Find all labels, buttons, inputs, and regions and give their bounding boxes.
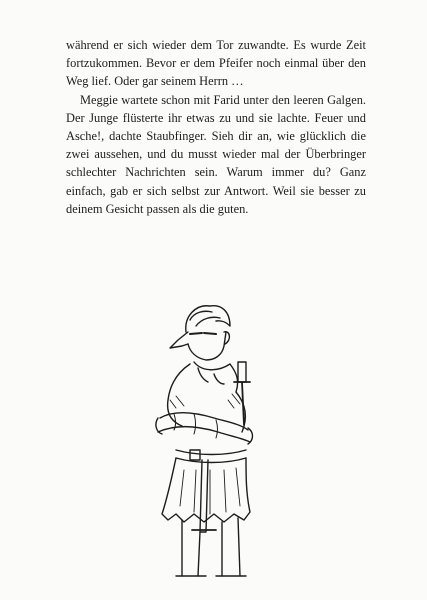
body-text	[66, 36, 366, 218]
paragraph-2: Meggie wartete schon mit Farid unter den leeren Galgen. Der Junge flüsterte ihr etwas zu und sie lachte. Feuer und Asche!, dachte Staubfinger. Sieh dir an, wie glücklich die zwei aussehen, und du musst wieder mal der Überbringer schlechter Nachrichten sein. Warum immer du? Ganz einfach, gab er sich selbst zur Antwort. Weil sie besser zu deinem Gesicht passen als die guten.	[66, 92, 366, 216]
armed-man-illustration-icon	[118, 300, 308, 582]
paragraph-1: während er sich wieder dem Tor zuwandte. Es wurde Zeit fortzukommen. Bevor er dem Pfeifer noch einmal über den Weg lief. Oder gar seinem Herrn …	[66, 38, 366, 89]
